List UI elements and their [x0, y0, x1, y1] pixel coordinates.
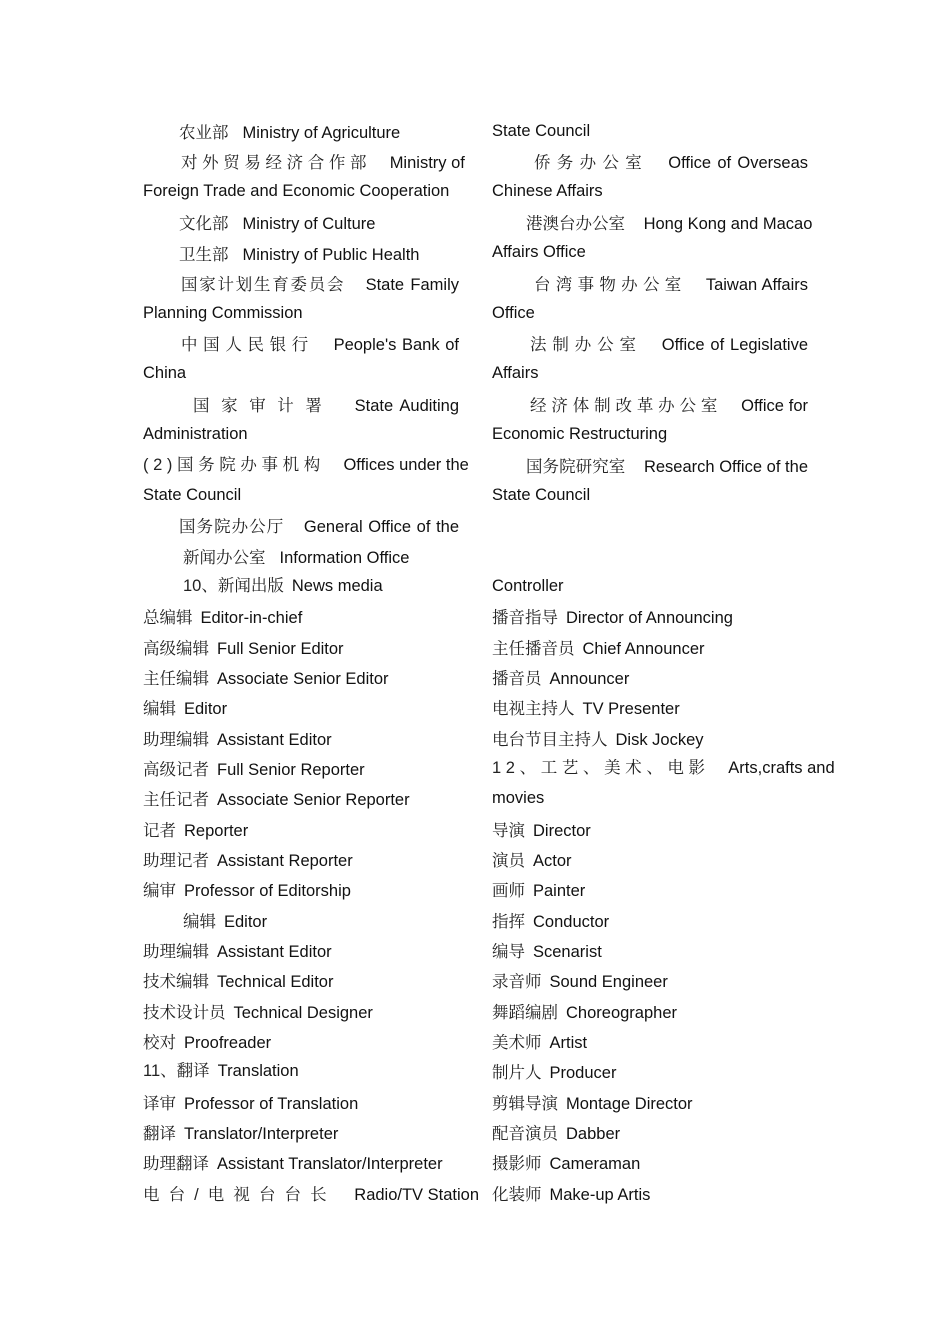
list-item: 译审 Professor of Translation	[143, 1095, 359, 1113]
entry-legislative-affairs-cont: Affairs	[492, 364, 539, 382]
list-item: 技术设计员 Technical Designer	[143, 1004, 373, 1022]
entry-hk-macao-cont: Affairs Office	[492, 243, 586, 261]
heading-arts-cont: movies	[492, 789, 545, 807]
list-item: 指挥 Conductor	[492, 913, 610, 931]
entry-foreign-trade-cont: Foreign Trade and Economic Cooperation	[143, 182, 450, 200]
list-item: 录音师 Sound Engineer	[492, 973, 668, 991]
list-item: 高级记者 Full Senior Reporter	[143, 761, 365, 779]
entry-peoples-bank: 中国人民银行 People's Bank of	[181, 336, 459, 354]
list-item: 画师 Painter	[492, 882, 586, 900]
entry-overseas-chinese: 侨务办公室 Office of Overseas	[534, 154, 808, 172]
list-item: 美术师 Artist	[492, 1034, 588, 1052]
heading-offices: (2)国务院办事机构 Offices under the	[143, 456, 469, 474]
entry-economic-restructuring: 经济体制改革办公室 Office for	[530, 397, 808, 415]
entry-legislative-affairs: 法制办公室 Office of Legislative	[530, 336, 808, 354]
entry-general-office: 国务院办公厅 General Office of the	[179, 518, 460, 536]
entry-agriculture: 农业部 Ministry of Agriculture	[179, 124, 401, 142]
list-item: 导演 Director	[492, 822, 591, 840]
list-item: 制片人 Producer	[492, 1064, 617, 1082]
list-item: 助理编辑 Assistant Editor	[143, 731, 332, 749]
entry-public-health: 卫生部 Ministry of Public Health	[179, 246, 420, 264]
list-item: 剪辑导演 Montage Director	[492, 1095, 693, 1113]
entry-family-planning-cont: Planning Commission	[143, 304, 303, 322]
list-item: 助理编辑 Assistant Editor	[143, 943, 332, 961]
entry-peoples-bank-cont: China	[143, 364, 187, 382]
list-item: 技术编辑 Technical Editor	[143, 973, 334, 991]
list-item: 记者 Reporter	[143, 822, 249, 840]
list-item: 主任播音员 Chief Announcer	[492, 640, 705, 658]
controller-cont: Controller	[492, 577, 564, 595]
list-item: 电台/电视台台长 Radio/TV Station	[143, 1186, 480, 1204]
entry-research-office-cont: State Council	[492, 486, 591, 504]
list-item: 电台节目主持人 Disk Jockey	[492, 731, 704, 749]
list-item: 播音员 Announcer	[492, 670, 630, 688]
heading-translation: 11、翻译 Translation	[143, 1062, 299, 1080]
list-item: 总编辑 Editor-in-chief	[143, 609, 303, 627]
entry-taiwan-affairs-cont: Office	[492, 304, 535, 322]
list-item: 主任记者 Associate Senior Reporter	[143, 791, 410, 809]
list-item: 高级编辑 Full Senior Editor	[143, 640, 344, 658]
entry-state-council-cont: State Council	[492, 122, 591, 140]
list-item: 舞蹈编剧 Choreographer	[492, 1004, 677, 1022]
list-item: 主任编辑 Associate Senior Editor	[143, 670, 389, 688]
entry-auditing-cont: Administration	[143, 425, 248, 443]
list-item: 化装师 Make-up Artis	[492, 1186, 651, 1204]
entry-overseas-chinese-cont: Chinese Affairs	[492, 182, 603, 200]
entry-research-office: 国务院研究室 Research Office of the	[526, 458, 808, 476]
entry-hk-macao: 港澳台办公室 Hong Kong and Macao	[526, 215, 813, 233]
list-item: 编辑 Editor	[143, 700, 228, 718]
list-item: 编审 Professor of Editorship	[143, 882, 351, 900]
list-item: 助理记者 Assistant Reporter	[143, 852, 353, 870]
list-item: 翻译 Translator/Interpreter	[143, 1125, 339, 1143]
heading-arts: 12、工艺、美术、电影 Arts,crafts and	[492, 759, 835, 777]
list-item: 编辑 Editor	[183, 913, 268, 931]
entry-foreign-trade: 对外贸易经济合作部 Ministry of	[181, 154, 465, 172]
list-item: 配音演员 Dabber	[492, 1125, 621, 1143]
heading-news-media: 10、新闻出版 News media	[183, 577, 383, 595]
heading-offices-cont: State Council	[143, 486, 242, 504]
entry-economic-restructuring-cont: Economic Restructuring	[492, 425, 668, 443]
list-item: 助理翻译 Assistant Translator/Interpreter	[143, 1155, 443, 1173]
list-item: 摄影师 Cameraman	[492, 1155, 641, 1173]
list-item: 校对 Proofreader	[143, 1034, 272, 1052]
list-item: 演员 Actor	[492, 852, 572, 870]
entry-culture: 文化部 Ministry of Culture	[179, 215, 376, 233]
list-item: 播音指导 Director of Announcing	[492, 609, 733, 627]
entry-family-planning: 国家计划生育委员会 State Family	[181, 276, 460, 294]
list-item: 编导 Scenarist	[492, 943, 602, 961]
entry-information-office: 新闻办公室 Information Office	[183, 549, 410, 567]
list-item: 电视主持人 TV Presenter	[492, 700, 680, 718]
entry-taiwan-affairs: 台湾事物办公室 Taiwan Affairs	[534, 276, 808, 294]
entry-auditing: 国家审计署 State Auditing	[193, 397, 460, 415]
